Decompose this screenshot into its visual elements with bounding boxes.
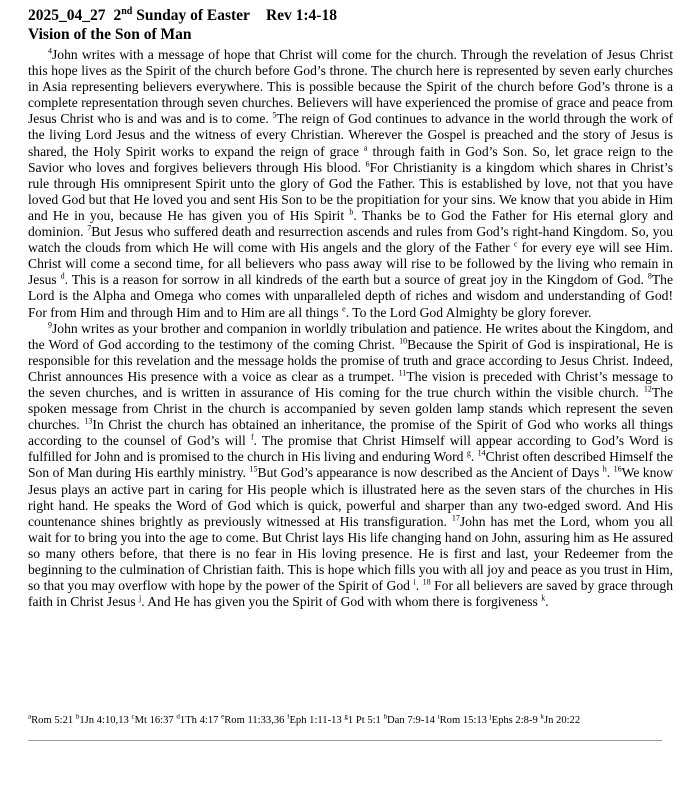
text-run: The spoken message from Christ in the church is accompanied by seven golden lamp stands which represent the seven churches. [28,384,673,433]
footnote-mark: f [287,714,290,721]
footnote-item [287,715,342,726]
footnote-marker: e [342,303,346,313]
verse-number: 14 [477,448,486,458]
text-run: But Jesus who suffered death and resurrection ascends and rules from God’s right-hand Kingdom. So, you watch the clouds from which He will come with His angels and the glory of the Father [28,224,673,256]
text-run: For all believers are saved by grace through faith in Christ Jesus [28,578,674,610]
text-run: Christ often described Himself the Son of Man during His earthly ministry. [28,449,674,481]
sunday-number: 2 [113,7,122,24]
body-paragraph [28,321,673,611]
text-run: . The promise that Christ Himself will appear according to God’s Word is fulfilled for John and is promised to the church in His living and enduring Word [28,433,673,465]
footnotes-line [28,714,668,727]
text-run: John has met the Lord, whom you all wait for to bring you into the age to come. But Christ lays His life changing hand on John, assuring him as He assured so many others before, that there is no fear in His loving presence. He is first and last, your Redeemer from the beginning to the culmination of Christian faith. This is hope which fills you with all joy and peace as you trust in Him, so that you may overflow with hope by the power of the Spirit of God [28,513,673,594]
verse-number: 18 [422,577,431,587]
footnote-item [540,715,580,726]
text-run: But God’s appearance is now described as the Ancient of Days [257,465,603,481]
footnote-reference: Eph 1:11-13 [289,715,342,726]
sunday-name: Sunday of Easter [132,7,250,24]
footnote-reference: Rom 15:13 [439,715,487,726]
text-run: For Christianity is a kingdom which shares in Christ’s rule through His omnipresent Spirit unto the glory of God the Father. This is established by love, not that you have loved God but that He loved you and sent His Son to be the propitiation for your sins. We know that you abide in Him and He in you, because He has given you of His Spirit [28,159,673,223]
footnote-mark: j [489,714,492,721]
footnote-mark: a [28,714,32,721]
sunday-ordinal-suffix: nd [121,5,133,17]
footnote-reference: Jn 20:22 [543,715,581,726]
verse-number: 13 [84,416,93,426]
scripture-reference: Rev 1:4-18 [265,7,337,24]
footnote-marker: c [513,239,518,249]
footnote-item [28,715,73,726]
verse-number: 10 [399,336,408,346]
footnote-marker: k [541,593,546,603]
text-run: Because the Spirit of God is inspirational, He is responsible for this revelation and the message holds the promise of truth and grace according to Jesus Christ. Indeed, Christ announces His presence with a voice as clear as a trumpet. [28,336,674,384]
verse-number: 17 [451,513,460,523]
verse-number: 9 [48,320,52,330]
verse-number: 5 [272,110,277,120]
footnote-mark: h [383,714,388,721]
text-run: for every eye will see Him. Christ will come a second time, for all believers who pass away will rise to be followed by the living who remain in Jesus [28,240,673,288]
footnote-reference: 1 Pt 5:1 [347,715,381,726]
text-run: We know Jesus plays an active part in caring for His people which is illustrated here as the seven stars of the churches in His right hand. He speaks the Word of God which is quick, powerful and sharper than any two-edged sword. And His countenance shines brightly as previously witnessed at His transfiguration. [28,465,674,529]
footnote-reference: 1Th 4:17 [179,715,219,726]
text-run: The Lord is the Alpha and Omega who comes with unparalleled depth of riches and wisdom and understanding of God! For from Him and through Him and to Him are all things [28,272,673,320]
verse-number: 7 [87,223,92,233]
text-run: In Christ the church has obtained an inheritance, the promise of the Spirit of God who works all things according to the counsel of God’s will [28,417,673,449]
text-run: . And He has given you the Spirit of God with whom there is forgiveness [141,594,542,610]
footnote-mark: c [131,714,135,721]
footnote-marker: f [250,432,254,442]
footnote-reference: Dan 7:9-14 [387,715,435,726]
footnote-item [221,715,284,726]
footnote-item [384,715,435,726]
text-run: John writes as your brother and companion in worldly tribulation and patience. He writes about the Kingdom, and the Word of God according to the testimony of the coming Christ. [28,320,673,352]
footnote-marker: g [466,448,471,458]
footnote-mark: g [344,714,348,721]
footnote-reference: Mt 16:37 [134,715,174,726]
verse-number: 15 [249,464,258,474]
footnote-item [131,715,173,726]
text-run: . To the Lord God Almighty be glory forever. [345,304,592,320]
footnote-marker: i [413,577,416,587]
footnote-mark: d [176,714,180,721]
text-run: . This is a reason for sorrow in all kindreds of the earth but a source of great joy in the Kingdom of God. [64,272,648,288]
verse-number: 6 [365,159,370,169]
footnote-item [76,715,129,726]
footnote-marker: d [60,271,65,281]
text-run: The reign of God continues to advance in the world through the work of the living Lord Jesus and the witness of every Christian. Wherever the Gospel is preached and the story of Jesus is shared, the Holy Spirit works to expand the reign of grace [28,111,673,159]
footnote-marker: a [363,143,368,153]
footnote-item [438,715,487,726]
text-run: . [415,578,423,594]
footnote-item [490,715,538,726]
verse-number: 8 [647,271,652,281]
verse-number: 11 [398,368,407,378]
text-run: John writes with a message of hope that Christ will come for the church. Through the revelation of Jesus Christ this hope lives as the Spirit of the church before God’s throne. The church here is represented by seven early churches in Asia representing believers everywhere. This is possible because the Spirit of the church before God’s throne is a complete representation through seven churches. Believers will have experienced the promise of grace and peace from Jesus Christ who is and was and is to come. [28,47,673,127]
header-line [28,6,673,25]
footer-divider [28,740,662,741]
footnote-reference: 1Jn 4:10,13 [79,715,129,726]
text-run: . [545,594,549,610]
footnote-item [344,715,380,726]
text-run: . [606,465,614,481]
document-body [28,47,673,610]
footnote-marker: b [349,207,354,217]
footnote-mark: e [221,714,225,721]
footnote-mark: i [437,714,440,721]
footnote-reference: Rom 11:33,36 [224,715,285,726]
footnote-mark: k [540,714,544,721]
verse-number: 12 [643,384,652,394]
footnote-marker: j [139,593,142,603]
document-subtitle: Vision of the Son of Man [28,26,192,43]
footnote-reference: Rom 5:21 [31,715,74,726]
text-run: . [470,449,478,465]
footnote-item [176,715,218,726]
text-run: through faith in God’s Son. So, let grace reign to the Savior who loves and forgives believers through His blood. [28,143,673,175]
verse-number: 4 [48,46,52,56]
document-date: 2025_04_27 [28,7,106,24]
footnote-reference: Ephs 2:8-9 [491,715,538,726]
verse-number: 16 [613,464,622,474]
footnote-mark: b [75,714,80,721]
text-run: . Thanks be to God the Father for His eternal glory and dominion. [28,207,673,240]
body-paragraph [28,47,673,321]
text-run: The vision is preceded with Christ’s message to the seven churches, and is written in assurance of His coming for the true church within the visible church. [28,368,673,400]
footnote-marker: h [602,464,607,474]
